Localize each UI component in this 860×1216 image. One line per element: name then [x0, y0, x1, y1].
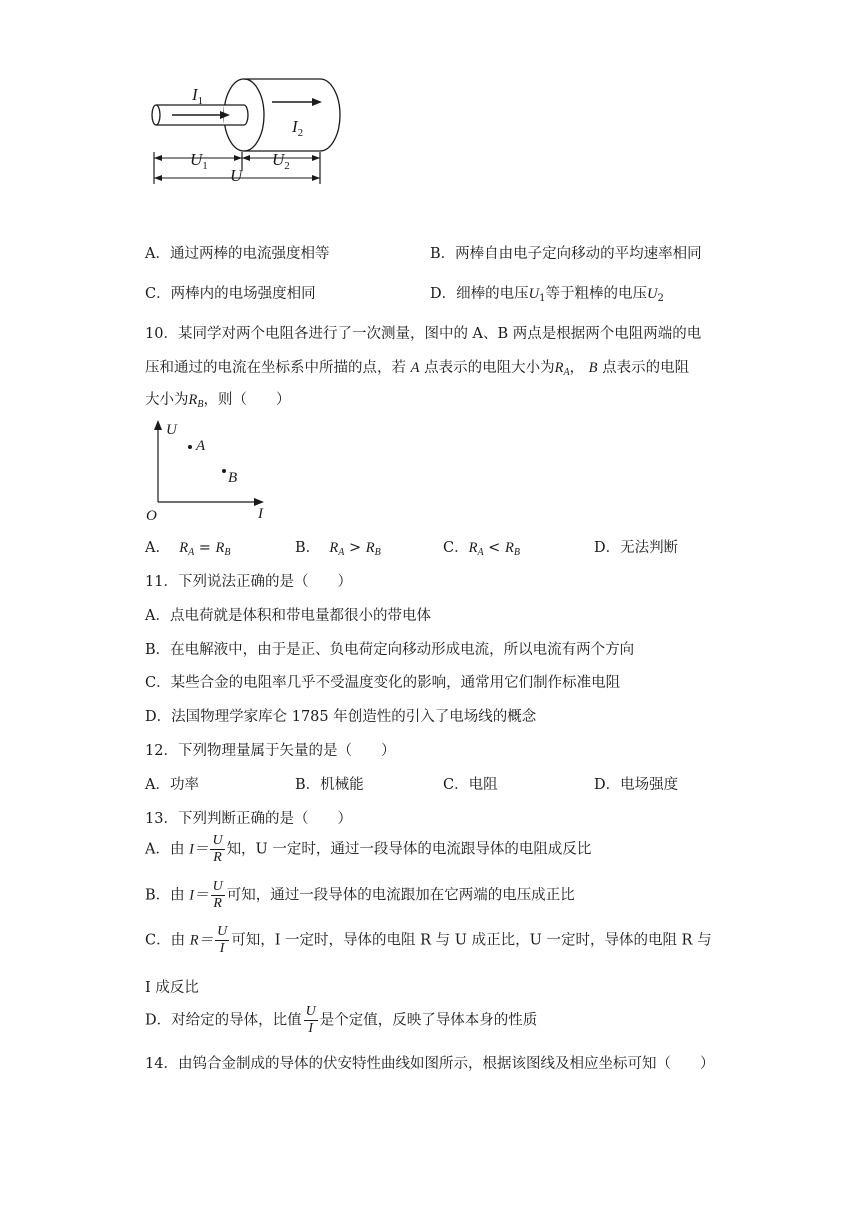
q12-option-d: D．电场强度 — [594, 777, 679, 793]
label-U: U — [230, 166, 243, 185]
q10-stem-line2: 压和通过的电流在坐标系中所描的点，若 A 点表示的电阻大小为$R_A$， B 点表示的电阻 — [145, 360, 690, 378]
point-a — [188, 445, 192, 449]
rods-diagram — [140, 70, 360, 190]
point-a-label: A — [196, 438, 206, 454]
q12-option-c: C．电阻 — [443, 777, 498, 793]
fraction: $\frac{U}{R}$ — [212, 879, 223, 911]
q12-option-b: B．机械能 — [295, 777, 364, 793]
q13-stem: 13．下列判断正确的是（ ） — [145, 811, 352, 827]
q10-option-b: B． $R_A > R_B$ — [295, 540, 381, 558]
q11-stem: 11．下列说法正确的是（ ） — [145, 574, 352, 590]
origin-label: O — [146, 508, 157, 524]
point-b — [222, 469, 226, 473]
q11-option-d: D．法国物理学家库仑 1785 年创造性的引入了电场线的概念 — [145, 709, 537, 725]
x-axis-label: I — [258, 506, 263, 522]
q10-option-d: D．无法判断 — [594, 540, 679, 556]
q9-option-c: C．两棒内的电场强度相同 — [145, 286, 316, 302]
fraction: $\frac{U}{I}$ — [217, 924, 228, 956]
label-I2: $I_2$ — [292, 117, 304, 139]
q13-option-a: A．由 I＝ $\frac{U}{R}$ 知，U 一定时，通过一段导体的电流跟导体的电阻成反比 — [145, 833, 592, 865]
q11-option-a: A．点电荷就是体积和带电量都很小的带电体 — [145, 608, 431, 624]
q11-option-b: B．在电解液中，由于是正、负电荷定向移动形成电流，所以电流有两个方向 — [145, 642, 635, 658]
q11-option-c: C．某些合金的电阻率几乎不受温度变化的影响，通常用它们制作标准电阻 — [145, 675, 621, 691]
point-b-label: B — [228, 470, 238, 486]
q10-option-a: A． $R_A = R_B$ — [145, 540, 231, 558]
q9-option-b: B．两棒自由电子定向移动的平均速率相同 — [430, 246, 702, 262]
fraction: $\frac{U}{R}$ — [212, 833, 223, 865]
q10-option-c: C．$R_A < R_B$ — [443, 540, 520, 558]
q10-stem-line3: 大小为$R_B$，则（ ） — [145, 392, 291, 410]
label-I1: $I_1$ — [192, 85, 204, 107]
q9-option-a: A．通过两棒的电流强度相等 — [145, 246, 330, 262]
q12-stem: 12．下列物理量属于矢量的是（ ） — [145, 743, 396, 759]
thin-rod-end — [152, 105, 160, 125]
y-axis-label: U — [166, 422, 177, 438]
ui-graph — [140, 418, 280, 528]
q13-option-c: C．由 R＝ $\frac{U}{I}$ 可知，I 一定时，导体的电阻 R 与 U 成正比，U 一定时，导体的电阻 R 与 — [145, 924, 712, 956]
label-U1: $U_1$ — [190, 150, 208, 172]
fraction: $\frac{U}{I}$ — [305, 1004, 316, 1036]
q12-option-a: A．功率 — [145, 777, 199, 793]
q13-option-d: D．对给定的导体，比值 $\frac{U}{I}$ 是个定值，反映了导体本身的性质 — [145, 1004, 538, 1036]
label-U2: $U_2$ — [272, 150, 290, 172]
q10-stem-line1: 10．某同学对两个电阻各进行了一次测量，图中的 A、B 两点是根据两个电阻两端的电 — [145, 326, 702, 342]
q13-option-c-line2: I 成反比 — [145, 980, 199, 996]
q14-stem: 14．由钨合金制成的导体的伏安特性曲线如图所示，根据该图线及相应坐标可知（ ） — [145, 1056, 715, 1072]
q13-option-b: B．由 I＝ $\frac{U}{R}$ 可知，通过一段导体的电流跟加在它两端的电压成正比 — [145, 879, 575, 911]
q9-option-d: D．细棒的电压$U_1$等于粗棒的电压$U_2$ — [430, 286, 664, 304]
